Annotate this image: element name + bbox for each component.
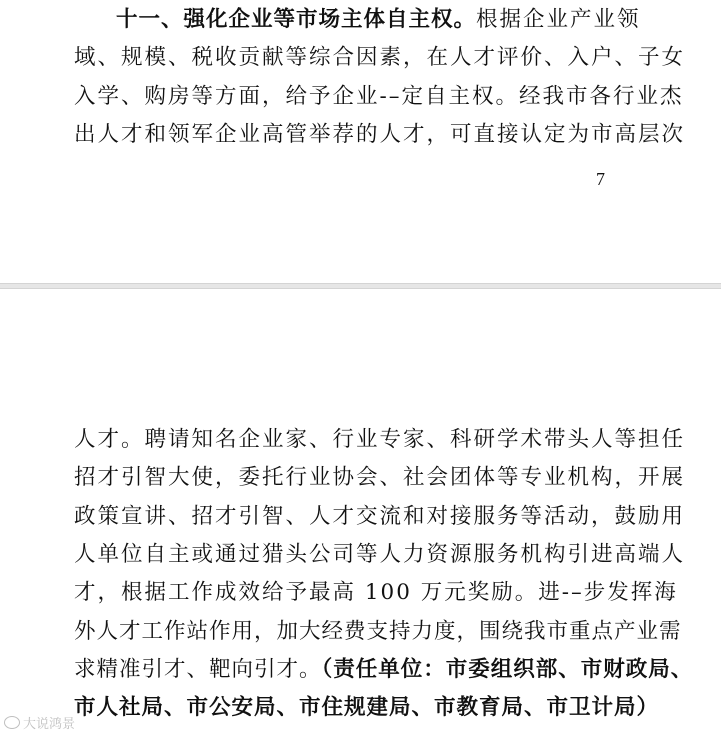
watermark-text: 大说鸿景	[23, 716, 76, 732]
paragraph-line-5: 人才。聘请知名企业家、行业专家、科研学术带头人等担任	[74, 427, 686, 452]
responsible-units-label: （责任单位：市委组织部、市财政局、	[321, 657, 694, 682]
paragraph-line-9: 才，根据工作成效给予最高 100 万元奖励。进-–步发挥海	[74, 580, 678, 605]
watermark-logo-icon	[4, 716, 20, 729]
paragraph-line-6: 招才引智大使，委托行业协会、社会团体等专业机构，开展	[74, 465, 686, 490]
page-number: 7	[596, 169, 605, 189]
paragraph-line-8: 人单位自主或通过猎头公司等人力资源服务机构引进高端人	[74, 542, 686, 567]
paragraph-line-3: 入学、购房等方面，给予企业-–定自主权。经我市各行业杰	[74, 84, 684, 109]
paragraph-line-10: 外人才工作站作用，加大经费支持力度，围绕我市重点产业需	[74, 619, 682, 644]
clause-heading: 十一、强化企业等市场主体自主权。	[116, 7, 477, 32]
paragraph-line-11: 求精准引才、靶向引才。（责任单位：市委组织部、市财政局、	[74, 657, 694, 682]
document-page-bottom	[0, 289, 721, 737]
document-page-top	[0, 0, 721, 283]
paragraph-line-1: 十一、强化企业等市场主体自主权。根据企业产业领	[116, 7, 641, 32]
paragraph-line-4: 出人才和领军企业高管举荐的人才，可直接认定为市高层次	[74, 122, 686, 147]
paragraph-line-12: 市人社局、市公安局、市住规建局、市教育局、市卫计局）	[74, 695, 660, 720]
paragraph-line-7: 政策宣讲、招才引智、人才交流和对接服务等活动，鼓励用	[74, 504, 686, 529]
paragraph-line-2: 域、规模、税收贡献等综合因素，在人才评价、入户、子女	[74, 45, 686, 70]
watermark	[4, 712, 75, 732]
